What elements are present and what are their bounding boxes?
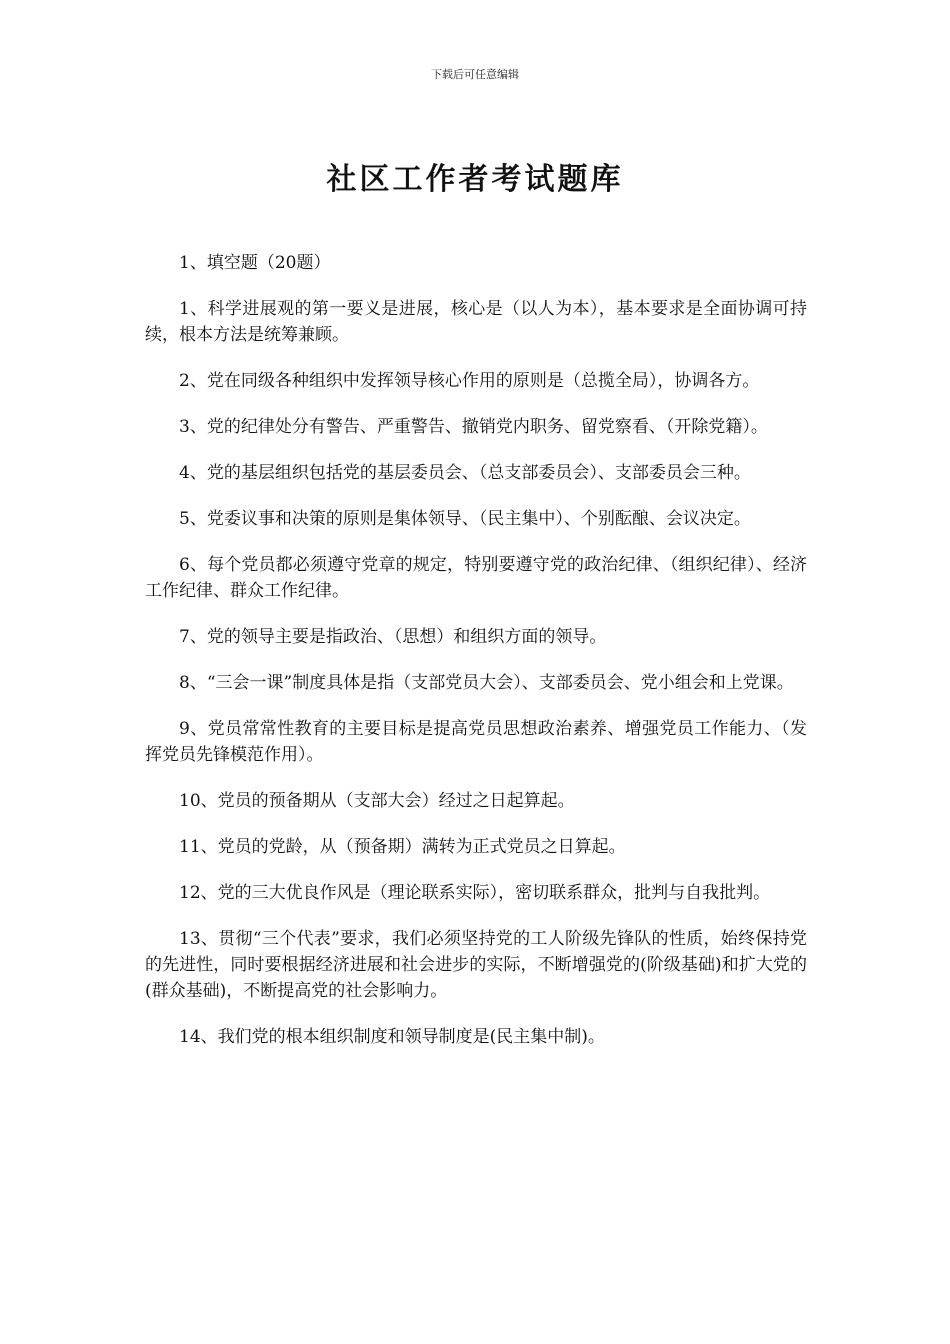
question-item: 12、党的三大优良作风是（理论联系实际），密切联系群众，批判与自我批判。: [179, 883, 771, 903]
section-heading: 1、填空题（20题）: [179, 253, 331, 273]
document-title: 社区工作者考试题库: [326, 162, 624, 197]
header-note: 下载后可任意编辑: [431, 68, 519, 81]
question-item: 9、党员常常性教育的主要目标是提高党员思想政治素养、增强党员工作能力、（发挥党员先锋模范作用）。: [145, 719, 807, 765]
question-item: 14、我们党的根本组织制度和领导制度是(民主集中制)。: [179, 1027, 605, 1047]
question-item: 13、贯彻“三个代表”要求，我们必须坚持党的工人阶级先锋队的性质，始终保持党的先进性，同时要根据经济进展和社会进步的实际，不断增强党的(阶级基础)和扩大党的(群众基础)，不断提高党的社会影响力。: [145, 929, 807, 1001]
question-item: 1、科学进展观的第一要义是进展，核心是（以人为本），基本要求是全面协调可持续，根本方法是统筹兼顾。: [145, 299, 807, 345]
question-item: 4、党的基层组织包括党的基层委员会、（总支部委员会）、支部委员会三种。: [179, 463, 751, 483]
question-item: 8、“三会一课”制度具体是指（支部党员大会）、支部委员会、党小组会和上党课。: [179, 673, 794, 693]
question-item: 6、每个党员都必须遵守党章的规定，特别要遵守党的政治纪律、（组织纪律）、经济工作纪律、群众工作纪律。: [145, 555, 807, 601]
question-item: 7、党的领导主要是指政治、（思想）和组织方面的领导。: [179, 627, 607, 647]
question-item: 11、党员的党龄，从（预备期）满转为正式党员之日算起。: [179, 837, 626, 857]
question-item: 10、党员的预备期从（支部大会）经过之日起算起。: [179, 791, 575, 811]
question-item: 2、党在同级各种组织中发挥领导核心作用的原则是（总揽全局），协调各方。: [179, 371, 760, 391]
question-item: 3、党的纪律处分有警告、严重警告、撤销党内职务、留党察看、（开除党籍）。: [179, 417, 768, 437]
document-body: [145, 250, 807, 1070]
question-item: 5、党委议事和决策的原则是集体领导、（民主集中）、个别酝酿、会议决定。: [179, 509, 751, 529]
